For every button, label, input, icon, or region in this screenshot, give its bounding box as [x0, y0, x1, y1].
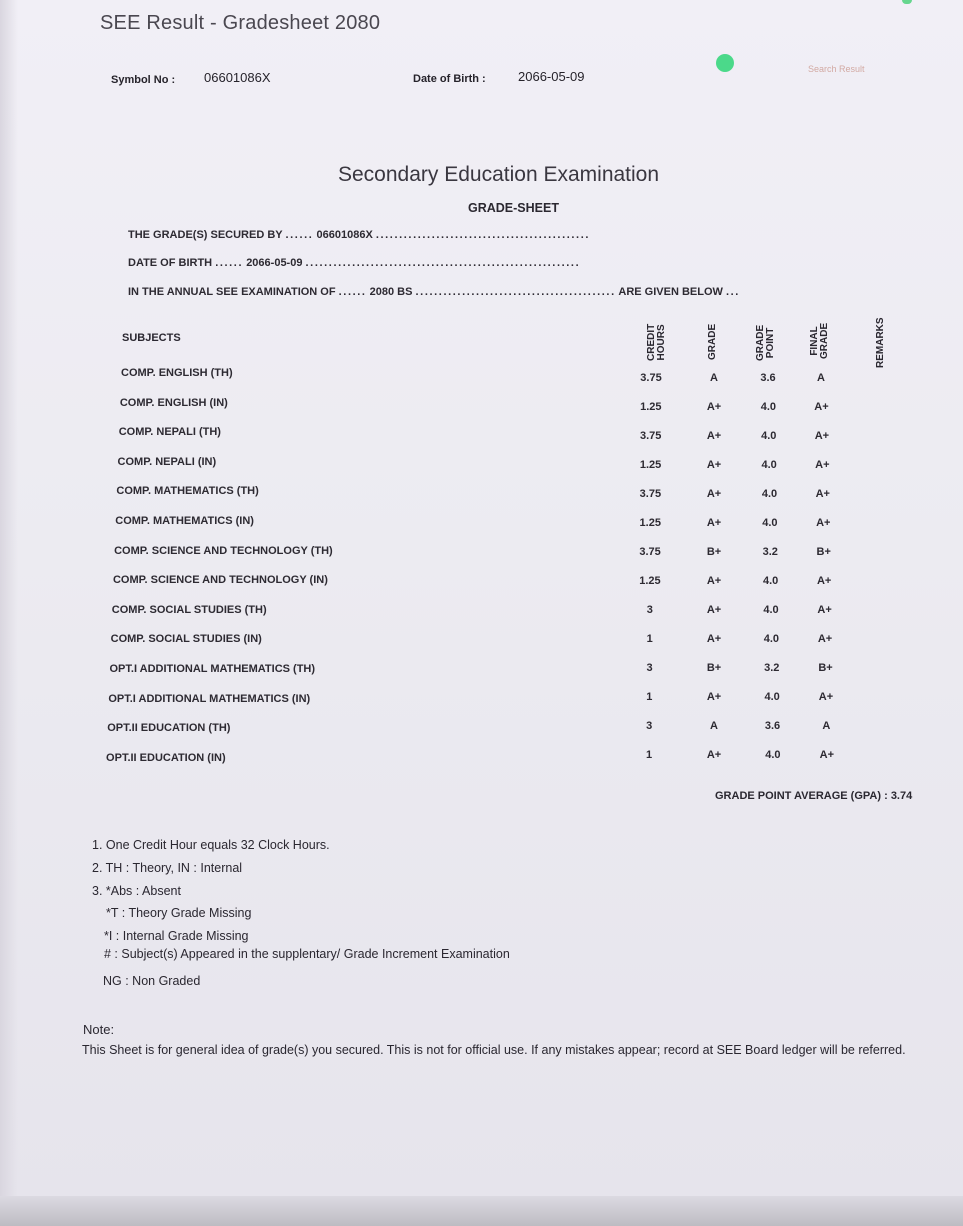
credit-hours-cell: 1.25: [639, 575, 661, 587]
credit-hours-cell: 3.75: [639, 430, 662, 442]
dob-value: 2066-05-09: [518, 69, 585, 84]
leader-dots: ......: [285, 229, 314, 241]
grade-point-cell: 4.0: [762, 575, 779, 587]
final-grade-cell: A+: [815, 488, 830, 500]
grade-point-cell: 4.0: [765, 749, 781, 761]
final-grade-cell: A+: [815, 459, 830, 471]
grade-cell: A+: [706, 401, 722, 413]
dob-label: Date of Birth :: [413, 73, 486, 85]
given-below: ARE GIVEN BELOW: [618, 286, 723, 298]
grade-point-cell: 4.0: [761, 430, 777, 442]
grade-point-cell: 4.0: [764, 691, 780, 703]
grade-cell: B+: [706, 546, 722, 558]
subject-name: COMP. MATHEMATICS (IN): [115, 515, 254, 527]
credit-hours-cell: 3: [646, 604, 653, 616]
credit-hours-cell: 1: [646, 691, 653, 703]
grade-cell: A+: [706, 459, 722, 471]
subject-name: OPT.II EDUCATION (TH): [107, 722, 231, 735]
symbol-label: Symbol No :: [111, 74, 176, 86]
subject-name: COMP. SOCIAL STUDIES (IN): [110, 633, 262, 646]
leader-dots: ..............................................: [375, 229, 591, 241]
exam-line-value: 2080 BS: [369, 286, 413, 298]
subject-name: OPT.I ADDITIONAL MATHEMATICS (TH): [109, 663, 316, 675]
note-item: 1. One Credit Hour equals 32 Clock Hours.: [92, 838, 330, 852]
leader-dots: ......: [338, 286, 367, 298]
note-item: # : Subject(s) Appeared in the supplentary/ Grade Increment Examination: [104, 947, 510, 961]
leader-dots: ...........................................................: [305, 257, 581, 269]
final-grade-cell: A+: [817, 633, 833, 645]
note-item: *I : Internal Grade Missing: [104, 929, 249, 943]
subject-name: OPT.II EDUCATION (IN): [106, 751, 226, 764]
final-grade-cell: A+: [814, 401, 829, 413]
grade-point-header: GRADE POINT: [755, 324, 776, 361]
dob-line-value: 2066-05-09: [246, 257, 303, 269]
final-grade-cell: A+: [816, 575, 832, 587]
credit-hours-cell: 1.25: [640, 401, 662, 413]
final-grade-cell: A+: [816, 517, 831, 529]
credit-hours-cell: 3: [646, 662, 653, 674]
grade-point-cell: 3.6: [760, 372, 776, 384]
subject-name: COMP. ENGLISH (TH): [121, 367, 233, 379]
grade-cell: B+: [706, 662, 722, 674]
secured-by-label: THE GRADE(S) SECURED BY: [128, 229, 283, 241]
grade-point-cell: 3.2: [762, 546, 778, 558]
exam-title: Secondary Education Examination: [338, 163, 660, 186]
credit-hours-cell: 3.75: [639, 488, 662, 500]
subject-name: COMP. ENGLISH (IN): [119, 396, 228, 409]
paper-bottom-edge: [0, 1196, 963, 1226]
grade-cell: A+: [706, 604, 722, 616]
subject-name: COMP. SCIENCE AND TECHNOLOGY (TH): [114, 544, 333, 557]
dob-line: [128, 257, 580, 269]
note-text: This Sheet is for general idea of grade(s) you secured. This is not for official use. If any mistakes appear; record at SEE Board ledger will be referred.: [82, 1043, 906, 1057]
grade-point-cell: 4.0: [762, 517, 778, 529]
final-grade-cell: A: [817, 372, 825, 384]
exam-line-label: IN THE ANNUAL SEE EXAMINATION OF: [128, 286, 336, 298]
subject-name: COMP. SCIENCE AND TECHNOLOGY (IN): [112, 574, 328, 587]
grade-cell: A+: [706, 691, 722, 703]
note-item: NG : Non Graded: [103, 974, 201, 988]
credit-hours-cell: 1.25: [639, 459, 662, 471]
final-grade-cell: A+: [818, 691, 834, 703]
grade-header: GRADE: [707, 323, 718, 360]
credit-hours-cell: 1: [646, 633, 653, 645]
grade-point-cell: 3.6: [764, 720, 781, 732]
subject-name: COMP. SOCIAL STUDIES (TH): [111, 603, 267, 616]
symbol-value: 06601086X: [204, 70, 271, 85]
grade-point-cell: 4.0: [761, 459, 777, 471]
page-title: SEE Result - Gradesheet 2080: [100, 12, 381, 34]
grade-cell: A+: [706, 749, 722, 761]
subjects-header: SUBJECTS: [122, 332, 181, 344]
grade-cell: A: [710, 372, 718, 384]
grade-cell: A+: [706, 633, 722, 645]
leader-dots: ...........................................: [415, 286, 616, 298]
subject-name: OPT.I ADDITIONAL MATHEMATICS (IN): [108, 692, 311, 705]
dob-line-label: DATE OF BIRTH: [128, 257, 213, 269]
leader-dots: ...: [725, 286, 740, 298]
grade-cell: A+: [706, 517, 722, 529]
grade-point-cell: 4.0: [763, 633, 780, 645]
subject-name: COMP. NEPALI (IN): [117, 455, 217, 468]
subject-name: COMP. NEPALI (TH): [118, 426, 221, 439]
search-result-button[interactable]: Search Result: [808, 64, 865, 74]
note-item: *T : Theory Grade Missing: [106, 906, 252, 920]
grade-point-cell: 4.0: [761, 488, 778, 500]
leader-dots: ......: [215, 257, 244, 269]
credit-hours-cell: 1.25: [639, 517, 661, 529]
note-title: Note:: [83, 1022, 115, 1037]
gpa-label: GRADE POINT AVERAGE (GPA) :: [715, 790, 888, 802]
paper-fold-shadow: [0, 0, 18, 1226]
grade-cell: A+: [706, 430, 722, 442]
credit-hours-cell: 3.75: [640, 372, 662, 384]
final-grade-cell: B+: [818, 662, 833, 674]
grade-point-cell: 4.0: [760, 401, 777, 413]
final-grade-cell: B+: [816, 546, 831, 558]
credit-hours-cell: 3.75: [639, 546, 661, 558]
status-dot: [716, 54, 734, 72]
credit-hours-header: CREDIT HOURS: [646, 323, 667, 361]
final-grade-header: FINAL GRADE: [809, 322, 830, 359]
remarks-header: REMARKS: [875, 317, 886, 368]
grade-cell: A: [710, 720, 718, 732]
credit-hours-cell: 3: [646, 720, 653, 732]
grade-cell: A+: [706, 488, 722, 500]
sheet-title: GRADE-SHEET: [468, 201, 559, 215]
grade-cell: A+: [706, 575, 722, 587]
grade-point-cell: 3.2: [764, 662, 780, 674]
note-item: 3. *Abs : Absent: [92, 884, 181, 898]
grade-point-cell: 4.0: [763, 604, 779, 616]
secured-by-line: [128, 229, 590, 241]
final-grade-cell: A+: [819, 749, 835, 761]
credit-hours-cell: 1: [645, 749, 653, 761]
final-grade-cell: A+: [817, 604, 832, 616]
subject-name: COMP. MATHEMATICS (TH): [116, 485, 259, 498]
gpa-value: 3.74: [890, 790, 913, 802]
exam-line: [128, 286, 740, 298]
gpa-line: [715, 790, 912, 802]
secured-by-value: 06601086X: [316, 229, 373, 241]
final-grade-cell: A: [822, 720, 831, 732]
note-item: 2. TH : Theory, IN : Internal: [92, 861, 243, 875]
final-grade-cell: A+: [814, 430, 830, 442]
